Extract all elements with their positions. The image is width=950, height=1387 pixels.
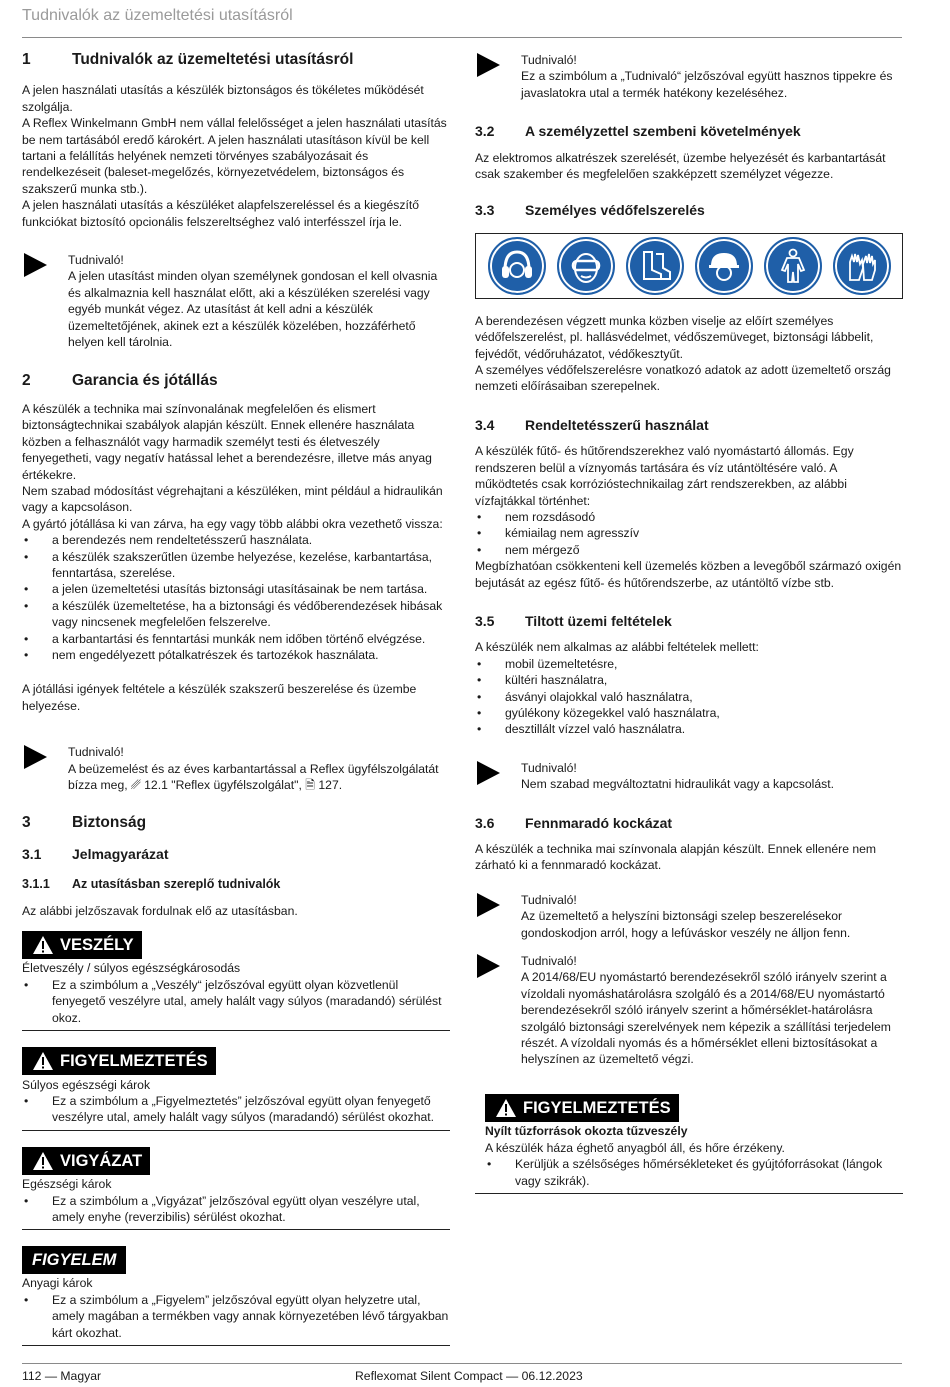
list-item: • a jelen üzemeltetési utasítás biztonsági utasításainak be nem tartása. bbox=[22, 581, 450, 597]
footer-divider bbox=[22, 1363, 902, 1364]
list-item: • a berendezés nem rendeltetésszerű használata. bbox=[22, 532, 450, 548]
note-text: Az üzemeltető a helyszíni biztonsági szelep beszerelésekor gondoskodjon arról, hogy a lefúváskor veszély ne álljon fenn. bbox=[521, 909, 851, 940]
warning-triangle-icon bbox=[32, 1151, 54, 1171]
list-item: • Kerüljük a szélsőséges hőmérsékleteket és gyújtóforrásokat (lángok vagy szikrák). bbox=[485, 1156, 903, 1189]
footer-page-language: 112 — Magyar bbox=[22, 1369, 102, 1383]
list-item: • Ez a szimbólum a „Figyelem” jelzőszóval együtt olyan helyzetre utal, amely magában a termékben vagy annak környezetében lévő tárgyakban kárt okozhat. bbox=[22, 1292, 450, 1341]
signal-danger-block bbox=[22, 931, 450, 1031]
list-item: • desztillált vízzel való használatra. bbox=[475, 721, 903, 737]
list-item: • nem mérgező bbox=[475, 542, 903, 558]
signal-notice-block bbox=[22, 1246, 450, 1346]
note-arrow-icon bbox=[475, 953, 501, 979]
note-arrow-icon bbox=[22, 744, 48, 770]
signal-warning-block bbox=[22, 1047, 450, 1131]
protective-suit-icon bbox=[764, 237, 822, 295]
running-header: Tudnivalók az üzemeltetési utasításról bbox=[22, 7, 293, 24]
signal-caution-badge: VIGYÁZAT bbox=[22, 1147, 150, 1175]
paragraph: A készülék a technika mai színvonala alapján készült. Ennek ellenére nem zárható ki a fennmaradó kockázat. bbox=[475, 842, 877, 873]
gloves-icon bbox=[833, 237, 891, 295]
list-item: • a karbantartási és fenntartási munkák nem időben történő elvégzése. bbox=[22, 631, 450, 647]
paragraph: A készülék fűtő- és hűtőrendszerekhez való nyomástartó állomás. Egy rendszeren belül a víznyomás tartására és víz utántöltésére való. A működtetés csak korrózióstechnikailag zárt rendszerekben, az alábbi vízfajtákkal történhet: bbox=[475, 444, 854, 508]
paragraph: Nem szabad módosítást végrehajtani a készüléken, mint például a hidraulikán vagy a kapcsoláson. bbox=[22, 483, 443, 515]
section-3-1-1-heading: 3.1.1 Az utasításban szereplő tudnivalók bbox=[22, 877, 281, 892]
section-3-3-heading: 3.3 Személyes védőfelszerelés bbox=[475, 202, 705, 219]
note-title: Tudnivaló! bbox=[521, 892, 577, 907]
note-arrow-icon bbox=[475, 892, 501, 918]
note-text: Nem szabad megváltoztatni hidraulikát vagy a kapcsolást. bbox=[521, 777, 834, 792]
section-1-heading: 1 Tudnivalók az üzemeltetési utasításról bbox=[22, 51, 354, 68]
note-box bbox=[22, 744, 450, 793]
note-text: Ez a szimbólum a „Tudnivaló“ jelzőszóval együtt hasznos tippekre és javaslatokra utal a termék hatékony kezeléséhez. bbox=[521, 69, 893, 100]
paragraph: Az elektromos alkatrészek szerelését, üzembe helyezését és karbantartását csak szakember és megfelelően szakképzett személyzet végezze. bbox=[475, 150, 886, 182]
note-title: Tudnivaló! bbox=[68, 253, 124, 268]
note-arrow-icon bbox=[475, 760, 501, 786]
note-title: Tudnivaló! bbox=[521, 53, 577, 67]
signal-subtitle: Egészségi károk bbox=[22, 1177, 112, 1192]
right-column bbox=[475, 50, 903, 1194]
header-divider bbox=[22, 37, 902, 38]
list-item: • Ez a szimbólum a „Veszély“ jelzőszóval együtt olyan közvetlenül fenyegető veszélyre utal, amely halált vagy súlyos (maradandó) sérülést okoz. bbox=[22, 977, 450, 1026]
left-column bbox=[22, 50, 450, 1346]
signal-warning-badge: FIGYELMEZTETÉS bbox=[485, 1094, 679, 1122]
signal-danger-badge: VESZÉLY bbox=[22, 931, 142, 959]
note-text: A beüzemelést és az éves karbantartással a Reflex ügyfélszolgálatát bízza meg, ␥ 12.1 "Reflex ügyfélszolgálat", 🗎 127. bbox=[68, 761, 439, 793]
footer-document-info: Reflexomat Silent Compact — 06.12.2023 bbox=[355, 1369, 583, 1383]
section-2-heading: 2 Garancia és jótállás bbox=[22, 371, 218, 389]
note-box bbox=[22, 252, 450, 350]
signal-subtitle: Életveszély / súlyos egészségkárosodás bbox=[22, 961, 241, 976]
note-arrow-icon bbox=[475, 52, 501, 78]
paragraph: A készülék nem alkalmas az alábbi feltételek mellett: bbox=[475, 640, 759, 655]
paragraph: A berendezésen végzett munka közben viselje az előírt személyes védőfelszerelést, pl. hallásvédelmet, védőszemüveget, biztonsági lábbelit, fejvédőt, védőruházatot, védőkesztyűt. bbox=[475, 313, 874, 361]
warning-triangle-icon bbox=[32, 935, 54, 955]
note-box bbox=[475, 892, 903, 941]
paragraph: Az alábbi jelzőszavak fordulnak elő az utasításban. bbox=[22, 903, 298, 918]
list-item: • Ez a szimbólum a „Vigyázat” jelzőszóval együtt olyan veszélyre utal, amely enyhe (reverzibilis) sérülést okozhat. bbox=[22, 1193, 450, 1226]
note-text: A 2014/68/EU nyomástartó berendezésekről szóló irányelv szerint a vízoldali nyomáshatárolásra szolgáló és a 2014/68/EU nyomástartó berendezésekről szóló irányelv szerint a hőmérséklet-határolásra szolgáló biztonsági szerelvények nem képezik a szállítási terjedelem részét. A vízoldali nyomás és a hőmérséklet elleni biztosításokat a helyszínen az üzemeltető végzi. bbox=[521, 970, 891, 1067]
list-item: • gyúlékony közegekkel való használatra, bbox=[475, 705, 903, 721]
note-title: Tudnivaló! bbox=[521, 954, 577, 969]
list-item: • mobil üzemeltetésre, bbox=[475, 656, 903, 672]
paragraph: Megbízhatóan csökkenteni kell üzemelés közben a levegőből származó oxigén bejutását az egész fűtő- és hűtőrendszerbe, az utántöltő vízbe stb. bbox=[475, 559, 902, 590]
section-3-heading: 3 Biztonság bbox=[22, 814, 147, 832]
ear-protection-icon bbox=[488, 237, 546, 295]
paragraph: A jelen használati utasítás a készülék biztonságos és tökéletes működését szolgálja. bbox=[22, 83, 424, 114]
warning-triangle-icon bbox=[495, 1098, 517, 1118]
section-3-4-heading: 3.4 Rendeltetésszerű használat bbox=[475, 416, 709, 433]
signal-subtitle: Súlyos egészségi károk bbox=[22, 1077, 151, 1092]
water-type-list bbox=[475, 509, 903, 558]
safety-goggles-icon bbox=[557, 237, 615, 295]
paragraph: A készülék háza éghető anyagból áll, és hőre érzékeny. bbox=[485, 1140, 785, 1155]
paragraph: A jótállási igények feltétele a készülék szakszerű beszerelése és üzembe helyezése. bbox=[22, 682, 417, 713]
note-box bbox=[475, 52, 903, 101]
signal-subtitle: Nyílt tűzforrások okozta tűzveszély bbox=[485, 1124, 688, 1139]
list-item: • nem engedélyezett pótalkatrészek és tartozékok használata. bbox=[22, 647, 450, 663]
ppe-icon-panel bbox=[475, 233, 903, 299]
fire-warning-block bbox=[475, 1094, 903, 1194]
signal-caution-block bbox=[22, 1147, 450, 1231]
section-3-1-heading: 3.1 Jelmagyarázat bbox=[22, 845, 169, 862]
section-3-6-heading: 3.6 Fennmaradó kockázat bbox=[475, 814, 673, 831]
warranty-exclusion-list bbox=[22, 532, 450, 663]
signal-subtitle: Anyagi károk bbox=[22, 1276, 93, 1291]
note-title: Tudnivaló! bbox=[521, 760, 577, 775]
list-item: • nem rozsdásodó bbox=[475, 509, 903, 525]
safety-boots-icon bbox=[626, 237, 684, 295]
note-arrow-icon bbox=[22, 252, 48, 278]
list-item: • a készülék üzemeltetése, ha a biztonsági és védőberendezések hibásak vagy nincsenek megfelelően felszerelve. bbox=[22, 598, 450, 631]
paragraph: A gyártó jótállása ki van zárva, ha egy vagy több alábbi okra vezethető vissza: bbox=[22, 516, 443, 531]
list-item: • a készülék szakszerűtlen üzembe helyezése, kezelése, karbantartása, fenntartása, szerelése. bbox=[22, 549, 450, 582]
note-text: A jelen utasítást minden olyan személynek gondosan el kell olvasnia és alkalmaznia kell használat előtt, aki a készüléken szerelési vagy egyéb munkát végez. Az utasítást át kell adni a készülék üzemeltetőjének, akinek ezt a készülék közelében, hozzáférhető helyen kell tárolnia. bbox=[68, 269, 438, 350]
list-item: • ásványi olajokkal való használatra, bbox=[475, 689, 903, 705]
prohibited-conditions-list bbox=[475, 656, 903, 738]
paragraph: A Reflex Winkelmann GmbH nem vállal felelősséget a jelen használati utasítás be nem tartásából eredő károkért. A jelen használati utasításon kívül be kell tartani a felállítás helyének nemzeti törvényes szabályozásait és rendelkezéseit (baleset-megelőzés, környezetvédelem, biztonságos és szakszerű munka stb.). bbox=[22, 116, 447, 196]
section-3-2-heading: 3.2 A személyzettel szembeni követelmények bbox=[475, 123, 801, 140]
note-title: Tudnivaló! bbox=[68, 745, 124, 760]
list-item: • kültéri használatra, bbox=[475, 672, 903, 688]
note-box bbox=[475, 953, 903, 1068]
signal-notice-badge: FIGYELEM bbox=[22, 1246, 126, 1274]
paragraph: A készülék a technika mai színvonalának megfelelően és elismert biztonságtechnikai szabályok alapján készült. Ennek ellenére használata közben a felhasználót vagy harmadik személyt testi és életveszély fenyegetheti, vagy negatív hatással lehet a berendezésre, illetve más anyag értékekre. bbox=[22, 401, 432, 482]
section-3-5-heading: 3.5 Tiltott üzemi feltételek bbox=[475, 612, 672, 629]
hard-hat-icon bbox=[695, 237, 753, 295]
paragraph: A személyes védőfelszerelésre vonatkozó adatok az adott üzemeltető ország nemzeti előírásaiban szerepelnek. bbox=[475, 363, 891, 394]
list-item: • Ez a szimbólum a „Figyelmeztetés” jelzőszóval együtt olyan fenyegető veszélyre utal, amely halált vagy súlyos (maradandó) sérülést okozhat. bbox=[22, 1093, 450, 1126]
list-item: • kémiailag nem agresszív bbox=[475, 525, 903, 541]
note-box bbox=[475, 760, 903, 793]
paragraph: A jelen használati utasítás a készüléket alapfelszereléssel és a kiegészítő funkciókat biztosító opcionális felszereltséghez való interfésszel írja le. bbox=[22, 198, 419, 229]
signal-warning-badge: FIGYELMEZTETÉS bbox=[22, 1047, 216, 1075]
warning-triangle-icon bbox=[32, 1051, 54, 1071]
